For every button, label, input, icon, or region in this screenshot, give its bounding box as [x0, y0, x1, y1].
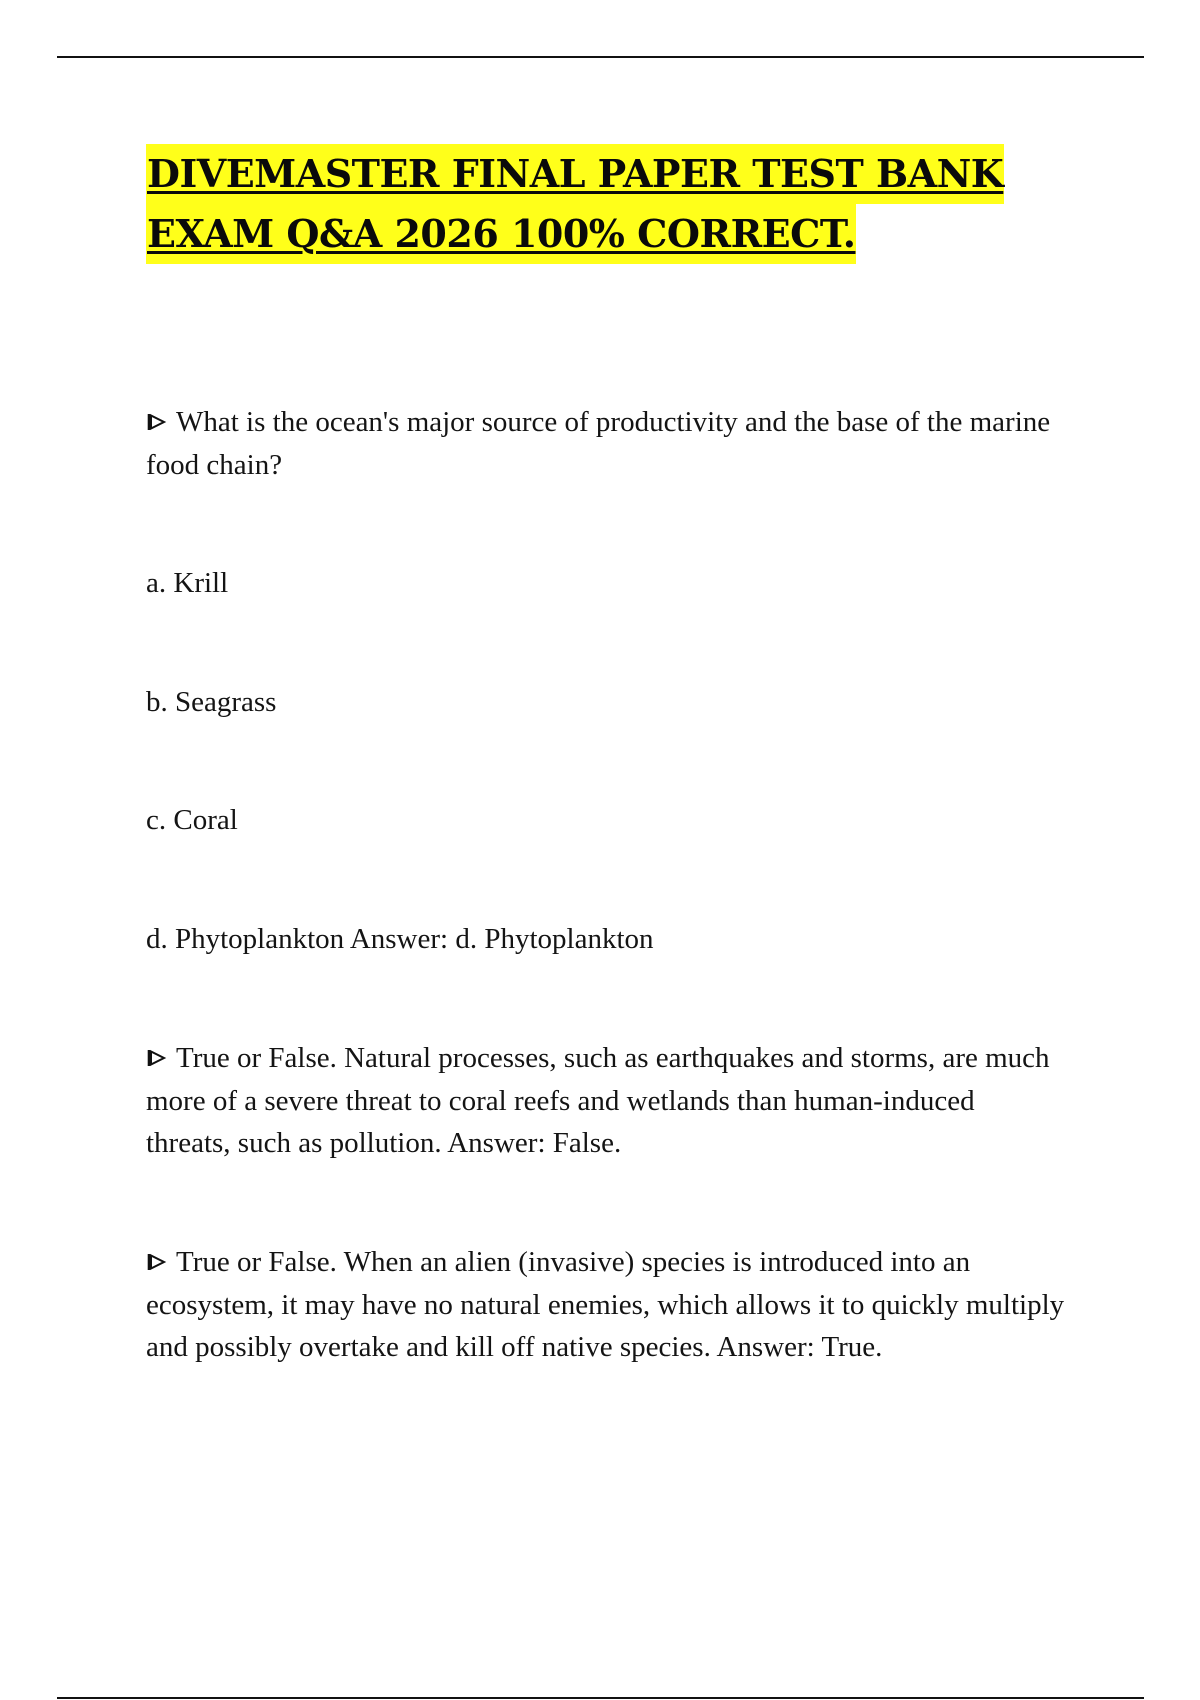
question-1-text: What is the ocean's major source of productivity and the base of the marine food chain? — [146, 406, 1051, 481]
question-2-text: True or False. Natural processes, such as earthquakes and storms, are much more of a severe threat to coral reefs and wetlands than human-induced threats, such as pollution. Answer: False. — [146, 1042, 1050, 1159]
option-d-with-answer: d. Phytoplankton Answer: d. Phytoplankton — [146, 923, 654, 955]
triangle-outline-icon — [146, 411, 168, 433]
document-title — [146, 144, 1046, 264]
option-a: a. Krill — [146, 567, 229, 599]
question-3 — [146, 1241, 1066, 1369]
header-rule — [57, 56, 1144, 58]
triangle-outline-icon — [146, 1251, 168, 1273]
option-c: c. Coral — [146, 804, 238, 836]
question-3-text: True or False. When an alien (invasive) species is introduced into an ecosystem, it may have no natural enemies, which allows it to quickly multiply and possibly overtake and kill off native species. Answer: True. — [146, 1246, 1065, 1363]
title-line-2: EXAM Q&A 2026 100% CORRECT. — [146, 204, 856, 264]
triangle-outline-icon — [146, 1047, 168, 1069]
question-1 — [146, 401, 1066, 486]
footer-rule — [57, 1697, 1144, 1699]
question-2 — [146, 1037, 1066, 1165]
option-b: b. Seagrass — [146, 686, 277, 718]
title-line-1: DIVEMASTER FINAL PAPER TEST BANK — [146, 144, 1004, 204]
